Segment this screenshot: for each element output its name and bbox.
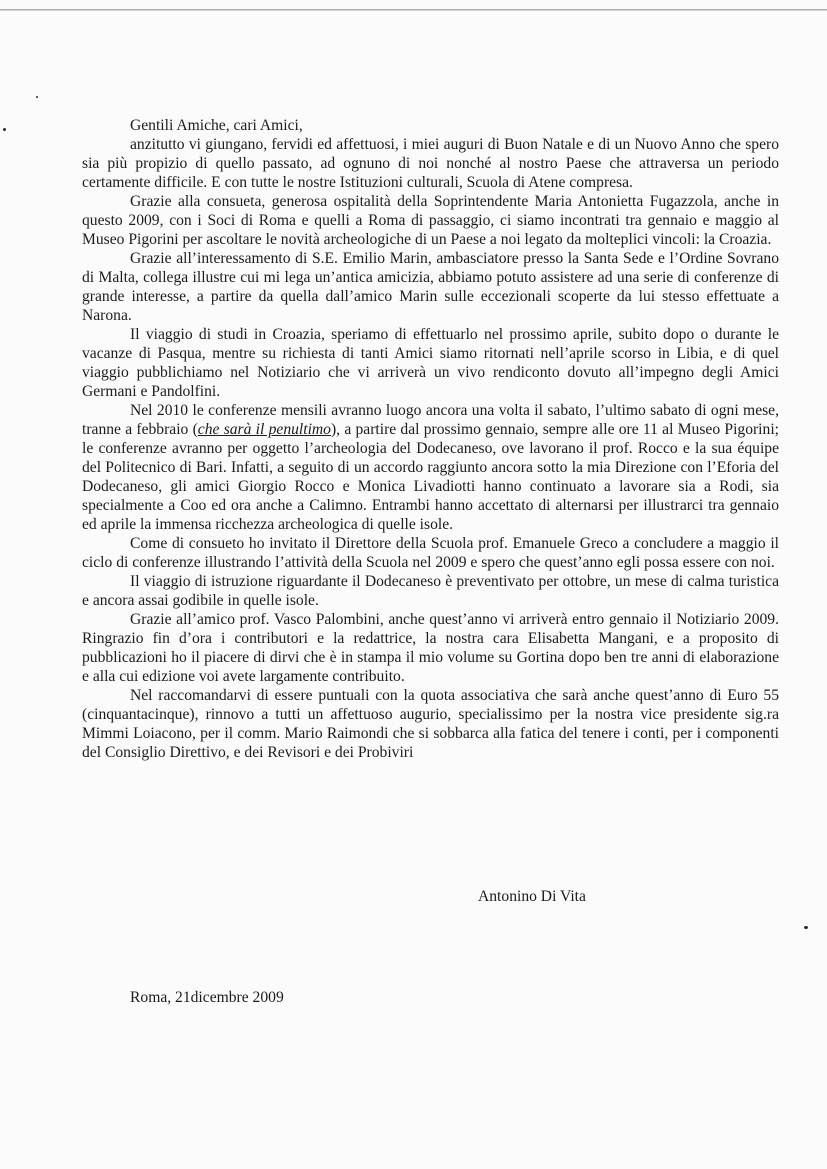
paragraph-text: Nel 2010 le conferenze mensili avranno luogo ancora una volta il sabato, l’ultimo sabato di ogni mese, tranne a febbraio ( xyxy=(82,402,779,438)
paragraph-closing: Nel raccomandarvi di essere puntuali con la quota associativa che sarà anche quest’anno di Euro 55 (cinquantacinque), rinnovo a tutti un affettuoso augurio, specialissimo per la nostra vice presidente sig.ra Mimmi Loiacono, per il comm. Mario Raimondi che si sobbarca alla fatica del tenere i conti, per i componenti del Consiglio Direttivo, e dei Revisori e dei Probiviri xyxy=(82,687,779,761)
place-date: Roma, 21dicembre 2009 xyxy=(130,989,284,1006)
scan-speck xyxy=(36,96,38,98)
scan-speck xyxy=(804,926,808,929)
scan-speck xyxy=(3,128,6,131)
paragraph-greetings: anzitutto vi giungano, fervidi ed affettuosi, i miei auguri di Buon Natale e di un Nuovo Anno che spero sia più propizio di quello passato, ad ognuno di noi nonché al nostro Paese che attraversa un periodo certamente difficile. E con tutte le nostre Istituzioni culturali, Scuola di Atene compresa. xyxy=(82,136,779,191)
salutation: Gentili Amiche, cari Amici, xyxy=(130,117,303,134)
signature: Antonino Di Vita xyxy=(478,888,586,905)
paragraph-museo-pigorini: Grazie alla consueta, generosa ospitalità della Soprintendente Maria Antonietta Fugazzola, anche in questo 2009, con i Soci di Roma e quelli a Roma di passaggio, ci siamo incontrati tra gennaio e maggio al Museo Pigorini per ascoltare le novità archeologiche di un Paese a noi legato da molteplici vincoli: la Croazia. xyxy=(82,193,779,248)
paragraph-conferenze-2010 xyxy=(82,401,779,534)
paragraph-dodecaneso-trip: Il viaggio di istruzione riguardante il Dodecaneso è preventivato per ottobre, un mese di calma turistica e ancora assai godibile in quelle isole. xyxy=(82,573,779,609)
paragraph-croazia-trip: Il viaggio di studi in Croazia, speriamo di effettuarlo nel prossimo aprile, subito dopo o durante le vacanze di Pasqua, mentre su richiesta di tanti Amici siamo ritornati nell’aprile scorso in Libia, e di quel viaggio pubblichiamo nel Notiziario che vi arriverà un vivo rendiconto dovuto all’impegno degli Amici Germani e Pandolfini. xyxy=(82,326,779,400)
letter-body xyxy=(82,116,779,762)
scan-top-edge xyxy=(0,9,827,11)
paragraph-notiziario: Grazie all’amico prof. Vasco Palombini, anche quest’anno vi arriverà entro gennaio il Notiziario 2009. Ringrazio fin d’ora i contributori e la redattrice, la nostra cara Elisabetta Mangani, e a proposito di pubblicazioni ho il piacere di dirvi che è in stampa il mio volume su Gortina dopo ben tre anni di elaborazione e alla cui edizione voi avete largamente contribuito. xyxy=(82,611,779,685)
paragraph-marin: Grazie all’interessamento di S.E. Emilio Marin, ambasciatore presso la Santa Sede e l’Ordine Sovrano di Malta, collega illustre cui mi lega un’antica amicizia, abbiamo potuto assistere ad una serie di conferenze di grande interesse, a partire da quella dall’amico Marin sulle eccezionali scoperte da lui stesso effettuate a Narona. xyxy=(82,250,779,324)
paragraph-greco: Come di consueto ho invitato il Direttore della Scuola prof. Emanuele Greco a concludere a maggio il ciclo di conferenze illustrando l’attività della Scuola nel 2009 e spero che quest’anno egli possa essere con noi. xyxy=(82,535,779,571)
paragraph-text: ), a partire dal prossimo gennaio, sempre alle ore 11 al Museo Pigorini; le conferenze avranno per oggetto l’archeologia del Dodecaneso, ove lavorano il prof. Rocco e la sua équipe del Politecnico di Bari. Infatti, a seguito di un accordo raggiunto ancora sotto la mia Direzione con l’Eforia del Dodecaneso, gli amici Giorgio Rocco e Monica Livadiotti hanno continuato a lavorare sia a Rodi, sia specialmente a Coo ed ora anche a Calimno. Entrambi hanno accettato di alternarsi per illustrarci tra gennaio ed aprile la immensa ricchezza archeologica di quelle isole. xyxy=(82,421,779,533)
emphasis-text: che sarà il penultimo xyxy=(197,421,331,438)
